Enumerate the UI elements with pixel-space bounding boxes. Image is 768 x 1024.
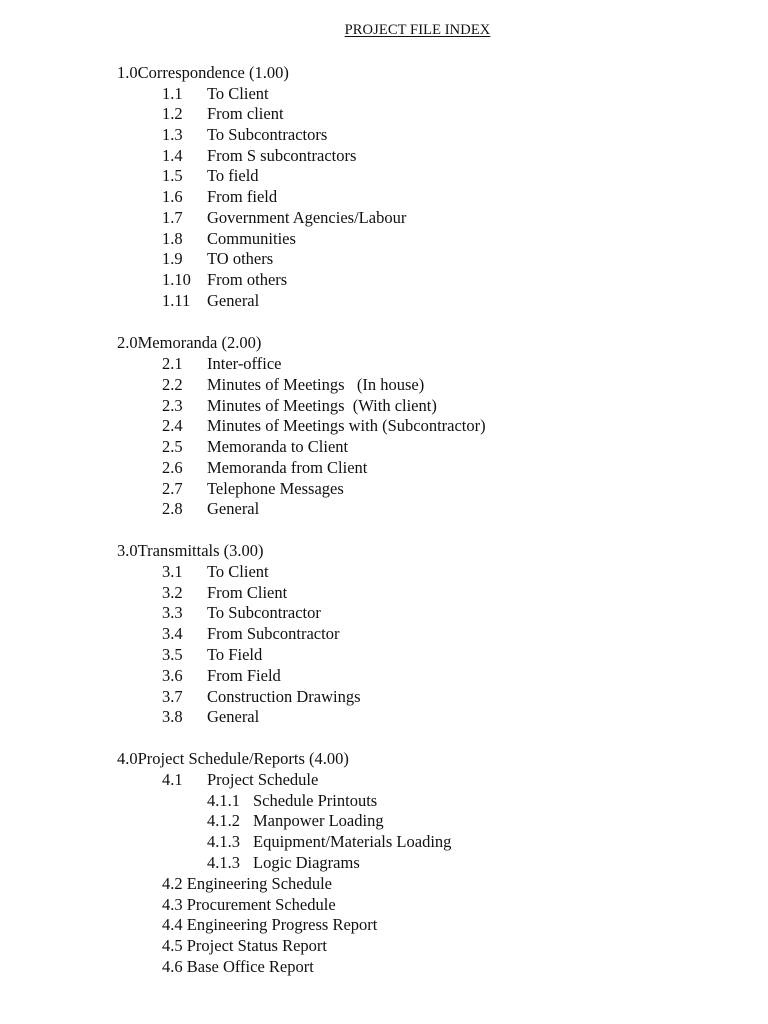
item-number: 2.2 — [162, 375, 183, 394]
item-text: From Subcontractor — [207, 624, 340, 643]
section-heading: 1.0Correspondence (1.00) — [117, 63, 289, 82]
subitem-number: 4.1.3 — [207, 853, 240, 872]
subitem-text: Logic Diagrams — [253, 853, 360, 872]
item-number: 1.4 — [162, 146, 183, 165]
item-number: 3.1 — [162, 562, 183, 581]
subitem-text: Schedule Printouts — [253, 791, 378, 810]
item-text: TO others — [207, 249, 274, 268]
list-item: 4.3 Procurement Schedule — [162, 895, 336, 914]
item-text: Project Schedule — [207, 770, 319, 789]
item-text: From field — [207, 187, 278, 206]
subitem-text: Equipment/Materials Loading — [253, 832, 452, 851]
list-item: 4.6 Base Office Report — [162, 957, 314, 976]
item-text: From Field — [207, 666, 281, 685]
item-text: Government Agencies/Labour — [207, 208, 407, 227]
item-number: 1.7 — [162, 208, 183, 227]
item-text: Inter-office — [207, 354, 282, 373]
item-number: 1.9 — [162, 249, 183, 268]
subitem-number: 4.1.1 — [207, 791, 240, 810]
item-number: 1.6 — [162, 187, 183, 206]
subitem-number: 4.1.2 — [207, 811, 240, 830]
item-number: 2.8 — [162, 499, 183, 518]
item-number: 1.8 — [162, 229, 183, 248]
item-text: Telephone Messages — [207, 479, 344, 498]
section-heading: 4.0Project Schedule/Reports (4.00) — [117, 749, 349, 768]
list-item: 4.5 Project Status Report — [162, 936, 327, 955]
item-number: 3.3 — [162, 603, 183, 622]
item-number: 1.11 — [162, 291, 191, 310]
item-text: Construction Drawings — [207, 687, 361, 706]
item-number: 2.6 — [162, 458, 183, 477]
item-text: From client — [207, 104, 284, 123]
item-text: From Client — [207, 583, 288, 602]
item-number: 3.2 — [162, 583, 183, 602]
item-text: To Client — [207, 562, 269, 581]
item-number: 2.1 — [162, 354, 183, 373]
item-number: 2.3 — [162, 396, 183, 415]
item-number: 3.5 — [162, 645, 183, 664]
item-text: Communities — [207, 229, 296, 248]
item-number: 3.8 — [162, 707, 183, 726]
item-number: 2.5 — [162, 437, 183, 456]
item-text: Minutes of Meetings with (Subcontractor) — [207, 416, 486, 435]
page-title: PROJECT FILE INDEX — [344, 22, 491, 38]
subitem-number: 4.1.3 — [207, 832, 240, 851]
list-item — [162, 84, 183, 104]
subitem-text: Manpower Loading — [253, 811, 384, 830]
item-number: 3.7 — [162, 687, 183, 706]
item-number: 4.1 — [162, 770, 183, 789]
item-text: General — [207, 499, 260, 518]
item-number: 3.6 — [162, 666, 183, 685]
item-number: 2.7 — [162, 479, 183, 498]
item-number: 1.2 — [162, 104, 183, 123]
item-text: To Subcontractor — [207, 603, 321, 622]
list-item: 4.2 Engineering Schedule — [162, 874, 332, 893]
section-heading: 2.0Memoranda (2.00) — [117, 333, 262, 352]
item-number: 1.3 — [162, 125, 183, 144]
item-text: Memoranda to Client — [207, 437, 349, 456]
item-number: 2.4 — [162, 416, 183, 435]
item-number: 1.1 — [162, 84, 183, 103]
item-text: To Client — [207, 84, 269, 103]
section-heading: 3.0Transmittals (3.00) — [117, 541, 264, 560]
item-number: 3.4 — [162, 624, 183, 643]
item-text: General — [207, 707, 260, 726]
item-text: To field — [207, 166, 259, 185]
item-text: From S subcontractors — [207, 146, 357, 165]
item-text: From others — [207, 270, 288, 289]
item-number: 1.5 — [162, 166, 183, 185]
item-text: To Field — [207, 645, 263, 664]
item-text: Memoranda from Client — [207, 458, 368, 477]
item-text: General — [207, 291, 260, 310]
item-text: Minutes of Meetings (With client) — [207, 396, 437, 415]
item-text: To Subcontractors — [207, 125, 328, 144]
item-number: 1.10 — [162, 270, 191, 289]
item-text: Minutes of Meetings (In house) — [207, 375, 425, 394]
list-item: 4.4 Engineering Progress Report — [162, 915, 378, 934]
